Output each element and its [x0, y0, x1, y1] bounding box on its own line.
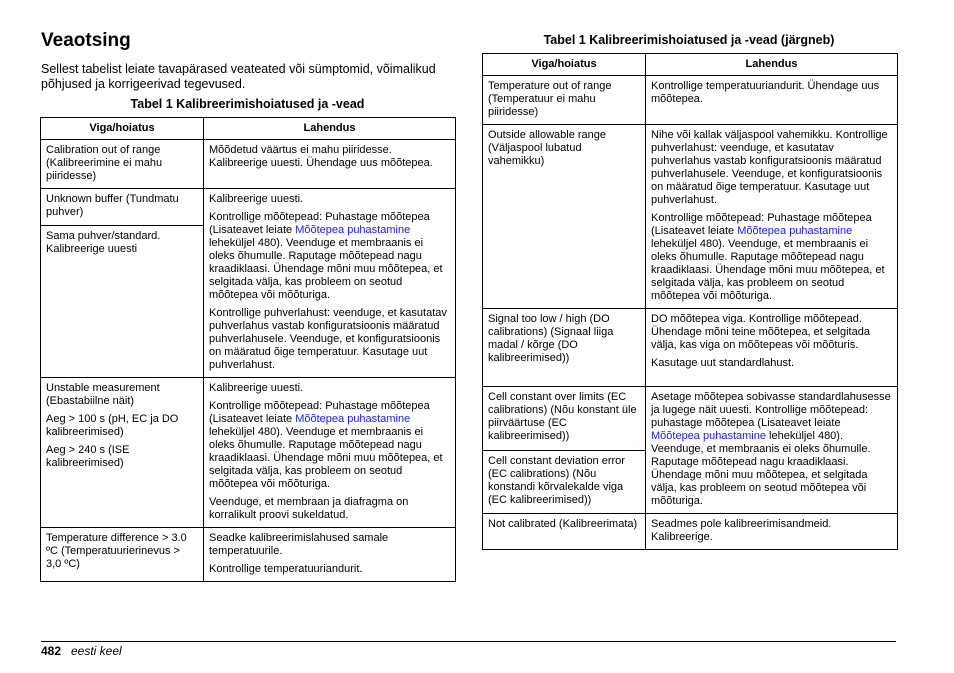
page-number: 482 — [41, 644, 62, 658]
solution-cell — [646, 125, 898, 309]
right-table-caption: Tabel 1 Kalibreerimishoiatused ja -vead (järgneb) — [543, 33, 835, 47]
solution-text: Kontrollige mõõtepead: Puhastage mõõtepea (Lisateavet leiate Mõõtepea puhastamine leheküljel 480). Veenduge et membraanis ei oleks õhumulle. Raputage mõõtepead nagu kraadiklaasi. Ühendage mõni muu mõõtepea, et selgitada välja, kas probleem on seotud mõõtepea või mõõturiga. — [209, 211, 443, 301]
solution-text: Seadke kalibreerimislahused samale temperatuurile. — [209, 532, 389, 557]
table-row — [483, 309, 898, 387]
solution-cell — [204, 378, 456, 528]
table-row — [483, 125, 898, 309]
cleaning-link[interactable]: Mõõtepea puhastamine — [651, 430, 766, 442]
page-title: Veaotsing — [41, 30, 131, 51]
table-header-row — [41, 118, 456, 140]
solution-text: Kontrollige mõõtepead: Puhastage mõõtepea (Lisateavet leiate Mõõtepea puhastamine leheküljel 480). Veenduge, et membraanis ei oleks õhumulle. Raputage mõõtepead nagu kraadiklaasi. Ühendage mõni muu mõõtepea, et selgitada välja, kas probleem on seotud mõõtepea või mõõturiga. — [651, 212, 885, 302]
column-header-error: Viga/hoiatus — [483, 54, 646, 76]
table-row — [41, 140, 456, 189]
solution-cell: Seadmes pole kalibreerimisandmeid. Kalibreerige. — [646, 514, 898, 550]
left-calibration-table — [40, 117, 456, 582]
solution-text: Kalibreerige uuesti. — [209, 193, 304, 205]
column-header-solution: Lahendus — [646, 54, 898, 76]
table-row — [483, 387, 898, 451]
footer-divider — [41, 641, 896, 642]
solution-text: Nihe või kallak väljaspool vahemikku. Kontrollige puhverlahust: veenduge, et kasutatav puhverlahus vastab konfiguratsioonis määratud puhverlahusele. Veenduge, et konfiguratsioonis on määratud õige temperatuur. Kasutage uut puhverlahust. — [651, 129, 888, 206]
solution-cell: Kontrollige temperatuuriandurit. Ühendage uus mõõtepea. — [646, 76, 898, 125]
footer-language: eesti keel — [71, 644, 122, 658]
intro-paragraph: Sellest tabelist leiate tavapärased veateated või sümptomid, võimalikud põhjused ja korrigeerivad tegevused. — [41, 62, 436, 91]
table-row — [41, 378, 456, 528]
error-cell: Sama puhver/standard. Kalibreerige uuesti — [41, 225, 204, 377]
solution-text: Kasutage uut standardlahust. — [651, 357, 795, 369]
solution-text: Veenduge, et membraan ja diafragma on korralikult proovi sukeldatud. — [209, 496, 409, 521]
error-cell: Cell constant deviation error (EC calibrations) (Nõu konstandi kõrvalekalde viga (EC kalibreerimised)) — [483, 450, 646, 514]
solution-cell — [646, 309, 898, 387]
column-header-solution: Lahendus — [204, 118, 456, 140]
cleaning-link[interactable]: Mõõtepea puhastamine — [737, 225, 853, 237]
error-text: Aeg > 100 s (pH, EC ja DO kalibreerimised) — [46, 413, 179, 438]
right-calibration-table — [482, 53, 898, 550]
solution-text: Kontrollige puhverlahust: veenduge, et kasutatav puhverlahus vastab konfiguratsioonis määratud puhverlahusele. Veenduge, et konfiguratsioonis on määratud õige temperatuur. Kasutage uut puhverlahust. — [209, 307, 447, 371]
error-cell: Unknown buffer (Tundmatu puhver) — [41, 189, 204, 226]
left-table-caption: Tabel 1 Kalibreerimishoiatused ja -vead — [130, 97, 365, 111]
error-cell: Temperature out of range (Temperatuur ei mahu piiridesse) — [483, 76, 646, 125]
solution-text: Kontrollige temperatuuriandurit. — [209, 563, 363, 575]
table-header-row — [483, 54, 898, 76]
solution-cell — [646, 387, 898, 514]
solution-cell — [204, 528, 456, 582]
solution-text: Asetage mõõtepea sobivasse standardlahusesse ja lugege näit uuesti. Kontrollige mõõtepead: puhastage mõõtepea (Lisateavet leiate Mõõtepea puhastamine leheküljel 480). Veenduge, et membraanis ei oleks õhumulle. Raputage mõõtepead nagu kraadiklaasi. Ühendage mõni muu mõõtepea, et selgitada välja, kas probleem on seotud mõõtepea või mõõturiga. — [651, 391, 891, 507]
error-cell: Calibration out of range (Kalibreerimine ei mahu piiridesse) — [41, 140, 204, 189]
column-header-error: Viga/hoiatus — [41, 118, 204, 140]
solution-text: DO mõõtepea viga. Kontrollige mõõtepead. Ühendage mõni teine mõõtepea, et selgitada välja, kas viga on mõõtepeas või mõõturis. — [651, 313, 870, 351]
error-text: Aeg > 240 s (ISE kalibreerimised) — [46, 444, 130, 469]
table-row — [41, 189, 456, 226]
table-row — [483, 76, 898, 125]
error-cell: Signal too low / high (DO calibrations) (Signaal liiga madal / kõrge (DO kalibreerimised)) — [483, 309, 646, 387]
cleaning-link[interactable]: Mõõtepea puhastamine — [295, 224, 411, 236]
table-row — [483, 514, 898, 550]
error-cell: Cell constant over limits (EC calibrations) (Nõu konstant üle piirväärtuse (EC kalibreerimised)) — [483, 387, 646, 451]
solution-text: Kontrollige mõõtepead: Puhastage mõõtepea (Lisateavet leiate Mõõtepea puhastamine leheküljel 480). Veenduge et membraanis ei oleks õhumulle. Raputage mõõtepead nagu kraadiklaasi. Ühendage mõni muu mõõtepea, et selgitada välja, kas probleem on seotud mõõtepea või mõõturiga. — [209, 400, 443, 490]
error-cell — [41, 378, 204, 528]
error-cell: Temperature difference > 3.0 ºC (Temperatuurierinevus > 3,0 ºC) — [41, 528, 204, 582]
error-cell: Outside allowable range (Väljaspool lubatud vahemikku) — [483, 125, 646, 309]
table-row — [41, 528, 456, 582]
solution-text: Kalibreerige uuesti. — [209, 382, 304, 394]
error-cell: Not calibrated (Kalibreerimata) — [483, 514, 646, 550]
solution-cell: Mõõdetud väärtus ei mahu piiridesse. Kalibreerige uuesti. Ühendage uus mõõtepea. — [204, 140, 456, 189]
solution-cell — [204, 189, 456, 378]
cleaning-link[interactable]: Mõõtepea puhastamine — [295, 413, 411, 425]
error-text: Unstable measurement (Ebastabiilne näit) — [46, 382, 160, 407]
